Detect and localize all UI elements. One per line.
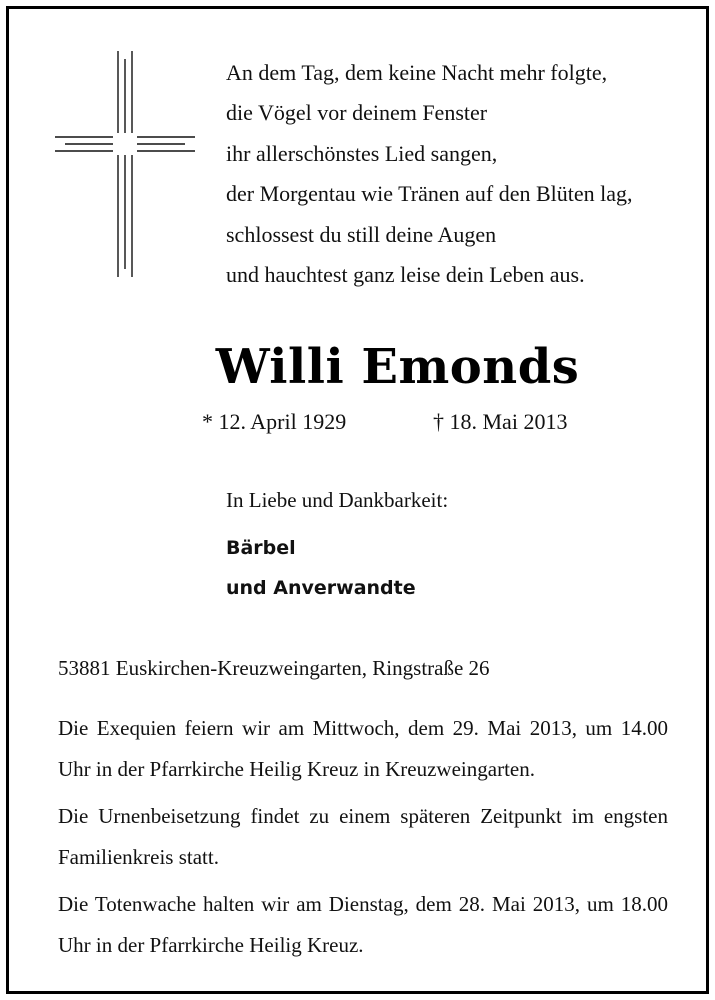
address: 53881 Euskirchen-Kreuzweingarten, Ringstraße 26 — [58, 656, 490, 680]
deceased-name: Willi Emonds — [215, 339, 580, 395]
poem-line: die Vögel vor deinem Fenster — [226, 100, 488, 126]
poem-line: schlossest du still deine Augen — [226, 221, 497, 247]
poem-line: der Morgentau wie Tränen auf den Blüten lag, — [226, 181, 633, 207]
thanks-line: In Liebe und Dankbarkeit: — [226, 488, 449, 512]
poem-line: ihr allerschönstes Lied sangen, — [226, 140, 498, 166]
poem-line: und hauchtest ganz leise dein Leben aus. — [226, 262, 585, 288]
poem-line: An dem Tag, dem keine Nacht mehr folgte, — [226, 60, 608, 85]
family-member: und Anverwandte — [226, 577, 416, 599]
death-date: † 18. Mai 2013 — [433, 409, 568, 434]
notice-paragraph: Die Exequien feiern wir am Mittwoch, dem 29. Mai 2013, um 14.00 Uhr in der Pfarrkirche Heilig Kreuz in Kreuzweingarten. — [58, 716, 668, 781]
cross-icon — [55, 51, 195, 277]
family-member: Bärbel — [226, 537, 296, 559]
poem — [226, 53, 633, 295]
obituary-frame — [6, 6, 709, 994]
notice-paragraph: Die Totenwache halten wir am Dienstag, dem 28. Mai 2013, um 18.00 Uhr in der Pfarrkirche Heilig Kreuz. — [58, 892, 668, 957]
notice-paragraph: Die Urnenbeisetzung findet zu einem späteren Zeitpunkt im engsten Familienkreis statt. — [58, 804, 668, 869]
birth-date: * 12. April 1929 — [202, 409, 347, 434]
